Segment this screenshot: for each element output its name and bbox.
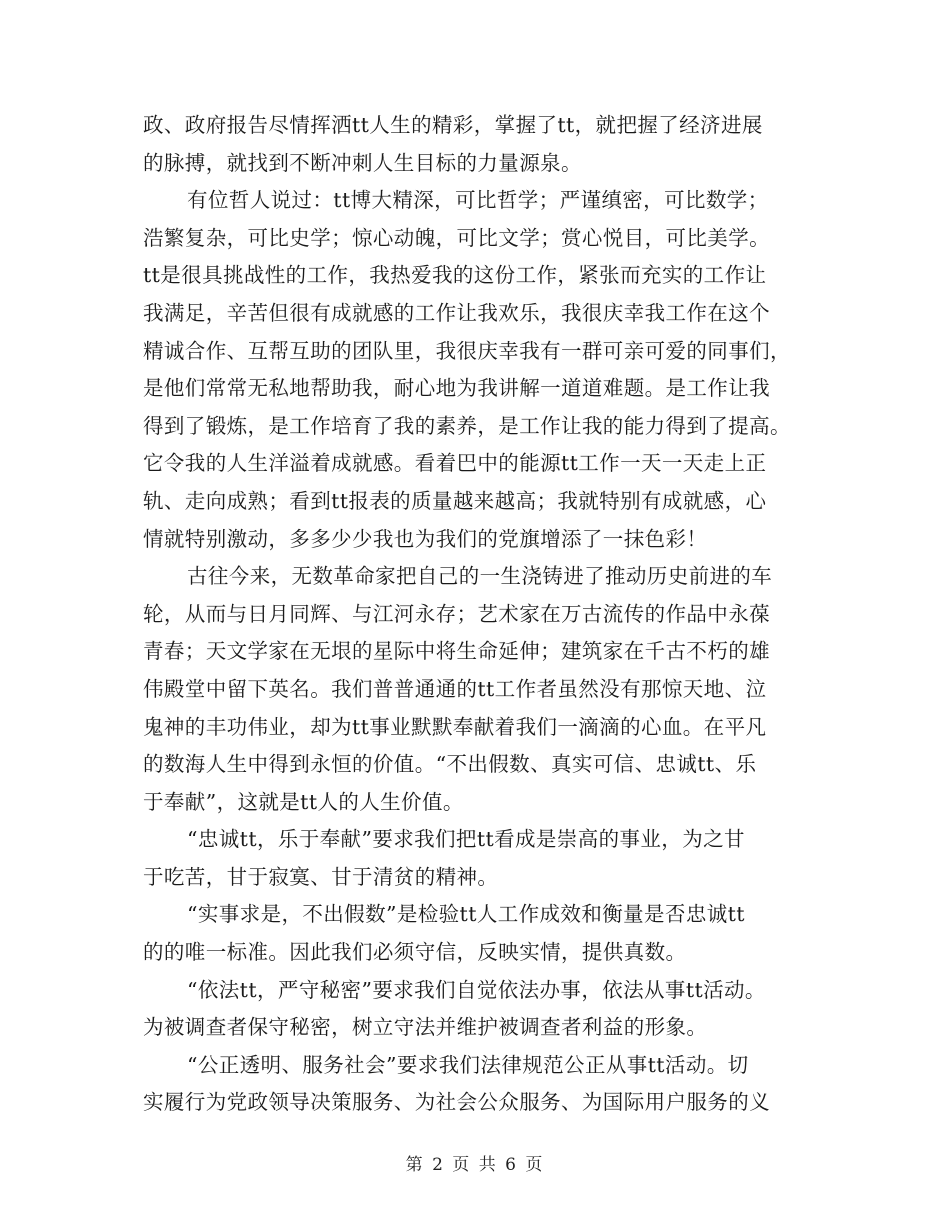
text-line: 它令我的人生洋溢着成就感。看着巴中的能源tt工作一天一天走上正 <box>143 451 767 476</box>
text-line: 精诚合作、互帮互助的团队里，我很庆幸我有一群可亲可爱的同事们， <box>143 338 791 363</box>
text-line: 是他们常常无私地帮助我，耐心地为我讲解一道道难题。是工作让我 <box>143 376 770 401</box>
text-line: “忠诚tt，乐于奉献”要求我们把tt看成是崇高的事业，为之甘 <box>187 827 745 852</box>
text-line: “实事求是，不出假数”是检验tt人工作成效和衡量是否忠诚tt <box>187 902 745 927</box>
page-number-footer: 第 2 页 共 6 页 <box>405 1155 545 1175</box>
text-line: tt是很具挑战性的工作，我热爱我的这份工作，紧张而充实的工作让 <box>143 263 767 288</box>
text-line: 轮，从而与日月同辉、与江河永存；艺术家在万古流传的作品中永葆 <box>143 601 770 626</box>
text-line: 的脉搏，就找到不断冲刺人生目标的力量源泉。 <box>143 150 582 175</box>
text-line: 的数海人生中得到永恒的价值。“不出假数、真实可信、忠诚tt、乐 <box>143 752 757 777</box>
text-line: 于吃苦，甘于寂寞、甘于清贫的精神。 <box>143 864 499 889</box>
text-line: 古往今来，无数革命家把自己的一生浇铸进了推动历史前进的车 <box>187 564 773 589</box>
body-text <box>143 107 813 1122</box>
text-line: 有位哲人说过：tt博大精深，可比哲学；严谨缜密，可比数学； <box>187 188 769 213</box>
text-line: 鬼神的丰功伟业，却为tt事业默默奉献着我们一滴滴的心血。在平凡 <box>143 714 767 739</box>
text-line: 于奉献”，这就是tt人的人生价值。 <box>143 789 464 814</box>
text-line: “公正透明、服务社会”要求我们法律规范公正从事tt活动。切 <box>187 1052 749 1077</box>
text-line: 伟殿堂中留下英名。我们普普通通的tt工作者虽然没有那惊天地、泣 <box>143 676 767 701</box>
text-line: 的的唯一标准。因此我们必须守信，反映实情，提供真数。 <box>143 940 687 965</box>
text-line: 轨、走向成熟；看到tt报表的质量越来越高；我就特别有成就感，心 <box>143 488 767 513</box>
text-line: 青春；天文学家在无垠的星际中将生命延伸；建筑家在千古不朽的雄 <box>143 639 770 664</box>
text-line: 得到了锻炼，是工作培育了我的素养，是工作让我的能力得到了提高。 <box>143 413 791 438</box>
text-line: 我满足，辛苦但很有成就感的工作让我欢乐，我很庆幸我工作在这个 <box>143 300 770 325</box>
text-line: 为被调查者保守秘密，树立守法并维护被调查者利益的形象。 <box>143 1015 708 1040</box>
text-line: 实履行为党政领导决策服务、为社会公众服务、为国际用户服务的义 <box>143 1090 770 1115</box>
text-line: 政、政府报告尽情挥洒tt人生的精彩，掌握了tt，就把握了经济进展 <box>143 113 763 137</box>
text-line: “依法tt，严守秘密”要求我们自觉依法办事，依法从事tt活动。 <box>187 977 766 1002</box>
text-line: 浩繁复杂，可比史学；惊心动魄，可比文学；赏心悦目，可比美学。 <box>143 225 770 250</box>
text-line: 情就特别激动，多多少少我也为我们的党旗增添了一抹色彩！ <box>143 526 708 551</box>
